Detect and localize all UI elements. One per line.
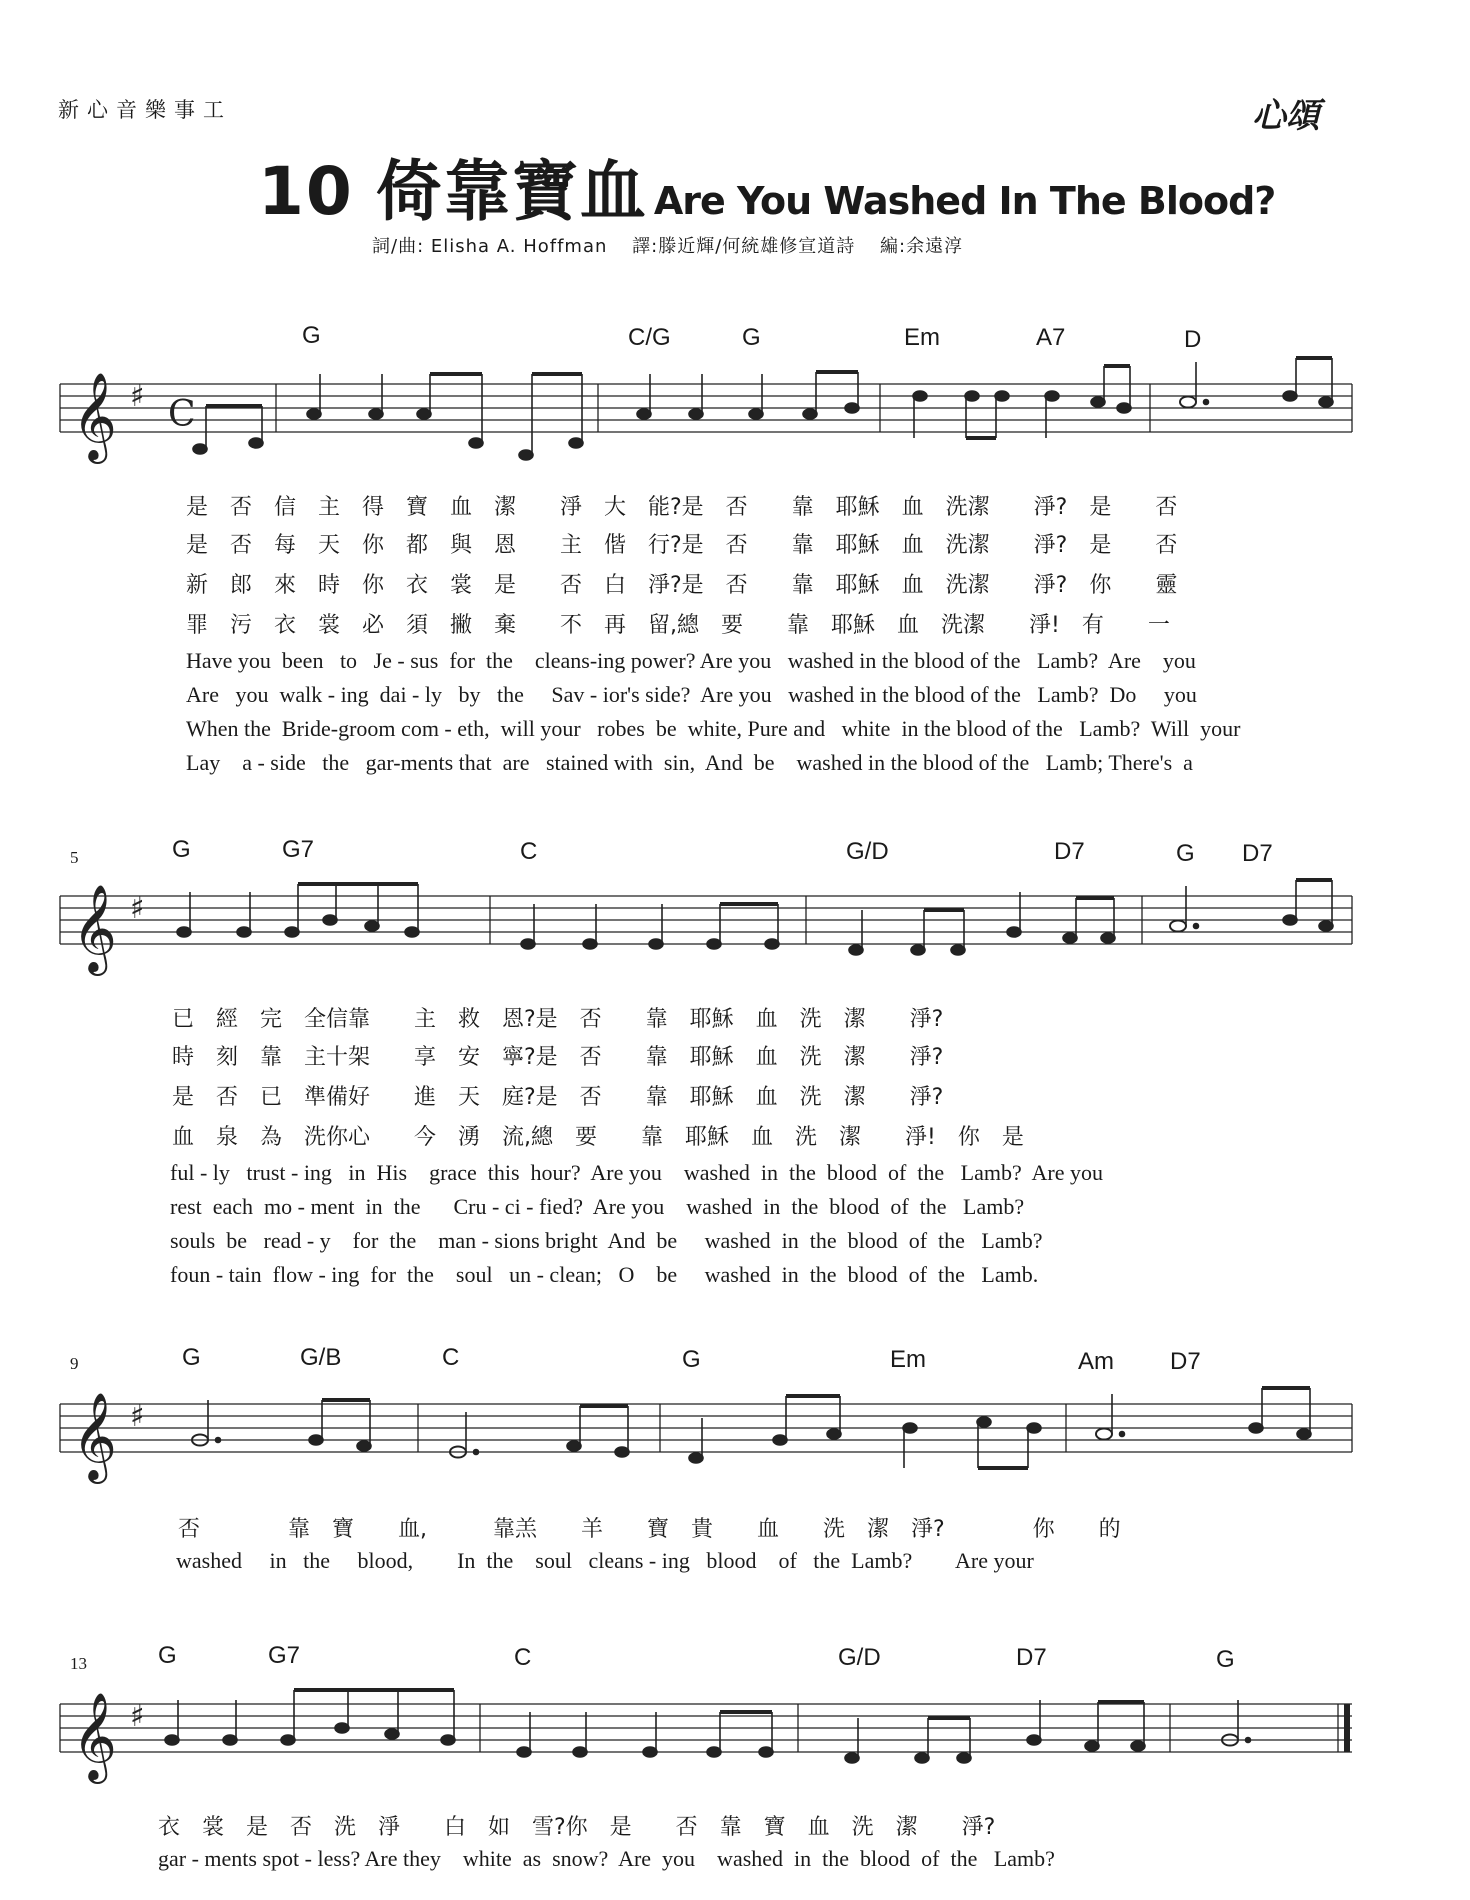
chord: C bbox=[514, 1644, 532, 1671]
chord: Am bbox=[1078, 1348, 1114, 1375]
lyric-en-verse-4: Lay a - side the gar-ments that are stained with sin, And be washed in the blood of the Lamb; There's a bbox=[186, 750, 1193, 775]
lyric-en-verse-1: ful - ly trust - ing in His grace this hour? Are you washed in the blood of the Lamb? Are you bbox=[170, 1160, 1103, 1185]
chord: D7 bbox=[1054, 838, 1085, 865]
chord: G bbox=[172, 836, 191, 863]
credit-arrangement: 編:余遠淳 bbox=[880, 236, 964, 257]
chord: G bbox=[682, 1346, 701, 1373]
lyric-en-verse-2: rest each mo - ment in the Cru - ci - fied? Are you washed in the blood of the Lamb? bbox=[170, 1194, 1025, 1219]
credits-line bbox=[372, 232, 981, 258]
sharp-sign: ♯ bbox=[130, 1699, 145, 1734]
title-chinese: 倚靠寶血 bbox=[375, 153, 648, 230]
lyric-en-verse-4: foun - tain flow - ing for the soul un - clean; O be washed in the blood of the Lamb. bbox=[170, 1262, 1039, 1287]
chord: G bbox=[1176, 840, 1195, 867]
credit-words-music: 詞/曲: Elisha A. Hoffman bbox=[372, 236, 608, 257]
chord: G7 bbox=[282, 836, 315, 863]
chord: C/G bbox=[628, 324, 671, 351]
measure-number: 13 bbox=[70, 1654, 87, 1673]
lyric-zh-verse-3: 是 否 已 準備好 進 天 庭?是 否 靠 耶穌 血 洗 潔 淨? bbox=[172, 1085, 944, 1110]
lyric-zh-refrain: 衣 裳 是 否 洗 淨 白 如 雪?你 是 否 靠 寶 血 洗 潔 淨? bbox=[158, 1815, 996, 1840]
chord: C bbox=[442, 1344, 460, 1371]
notes bbox=[193, 358, 1333, 460]
lyric-zh-verse-1: 已 經 完 全信靠 主 救 恩?是 否 靠 耶穌 血 洗 潔 淨? bbox=[172, 1007, 944, 1032]
staff-system-1 bbox=[0, 346, 1470, 506]
chord: D bbox=[1184, 326, 1202, 353]
lyric-zh-verse-3: 新 郎 來 時 你 衣 裳 是 否 白 淨?是 否 靠 耶穌 血 洗潔 淨? 你 靈 bbox=[186, 573, 1178, 598]
staff-system-3 bbox=[0, 1366, 1470, 1526]
lyric-zh-refrain: 否 靠 寶 血, 靠羔 羊 寶 貴 血 洗 潔 淨? 你 的 bbox=[178, 1517, 1121, 1542]
chord: D7 bbox=[1016, 1644, 1047, 1671]
lyric-zh-verse-1: 是 否 信 主 得 寶 血 潔 淨 大 能?是 否 靠 耶穌 血 洗潔 淨? 是 否 bbox=[186, 495, 1178, 520]
chord: G bbox=[1216, 1646, 1235, 1673]
measure-number: 5 bbox=[70, 848, 79, 867]
lyric-en-verse-2: Are you walk - ing dai - ly by the Sav - ior's side? Are you washed in the blood of the Lamb? Do you bbox=[186, 682, 1197, 707]
hymnal-logo: 心頌 bbox=[1252, 96, 1320, 136]
chord: G/B bbox=[300, 1344, 342, 1371]
lyric-zh-verse-2: 是 否 每 天 你 都 與 恩 主 偕 行?是 否 靠 耶穌 血 洗潔 淨? 是 否 bbox=[186, 533, 1178, 558]
chord: G/D bbox=[838, 1644, 881, 1671]
treble-clef: 𝄞 bbox=[72, 371, 117, 460]
chord: G bbox=[158, 1642, 177, 1669]
song-number: 10 bbox=[258, 153, 354, 230]
lyric-en-verse-1: Have you been to Je - sus for the cleans-ing power? Are you washed in the blood of the Lamb? Are you bbox=[186, 648, 1196, 673]
sharp-sign: ♯ bbox=[130, 379, 145, 414]
lyric-en-verse-3: When the Bride-groom com - eth, will your robes be white, Pure and white in the blood of the Lamb? Will your bbox=[186, 716, 1241, 741]
song-title bbox=[258, 138, 1275, 233]
sharp-sign: ♯ bbox=[130, 1399, 145, 1434]
common-time: C bbox=[168, 394, 196, 435]
chord: A7 bbox=[1036, 324, 1066, 351]
chord: Em bbox=[904, 324, 940, 351]
staff-system-2 bbox=[0, 858, 1470, 1018]
treble-clef: 𝄞 bbox=[72, 1391, 117, 1480]
chord: G/D bbox=[846, 838, 889, 865]
chord: C bbox=[520, 838, 538, 865]
treble-clef: 𝄞 bbox=[72, 883, 117, 972]
chord: Em bbox=[890, 1346, 926, 1373]
lyric-zh-verse-4: 罪 污 衣 裳 必 須 撇 棄 不 再 留,總 要 靠 耶穌 血 洗潔 淨! 有 一 bbox=[186, 613, 1170, 638]
title-english: Are You Washed In The Blood? bbox=[653, 179, 1276, 223]
staff-system-4 bbox=[0, 1666, 1470, 1826]
lyric-en-refrain: washed in the blood, In the soul cleans - ing blood of the Lamb? Are your bbox=[176, 1548, 1034, 1573]
chord: G bbox=[182, 1344, 201, 1371]
lyric-zh-verse-2: 時 刻 靠 主十架 享 安 寧?是 否 靠 耶穌 血 洗 潔 淨? bbox=[172, 1045, 944, 1070]
final-barline bbox=[1344, 1704, 1350, 1752]
lyric-en-verse-3: souls be read - y for the man - sions bright And be washed in the blood of the Lamb? bbox=[170, 1228, 1043, 1253]
chord: G bbox=[302, 322, 321, 349]
chord: G7 bbox=[268, 1642, 301, 1669]
chord: D7 bbox=[1242, 840, 1273, 867]
publisher-name: 新心音樂事工 bbox=[58, 98, 232, 122]
chord: G bbox=[742, 324, 761, 351]
treble-clef: 𝄞 bbox=[72, 1691, 117, 1780]
measure-number: 9 bbox=[70, 1354, 79, 1373]
chord: D7 bbox=[1170, 1348, 1201, 1375]
credit-translation: 譯:滕近輝/何統雄修宣道詩 bbox=[632, 236, 856, 257]
lyric-zh-verse-4: 血 泉 為 洗你心 今 湧 流,總 要 靠 耶穌 血 洗 潔 淨! 你 是 bbox=[172, 1125, 1024, 1150]
sharp-sign: ♯ bbox=[130, 891, 145, 926]
lyric-en-refrain: gar - ments spot - less? Are they white as snow? Are you washed in the blood of the Lamb? bbox=[158, 1846, 1055, 1871]
